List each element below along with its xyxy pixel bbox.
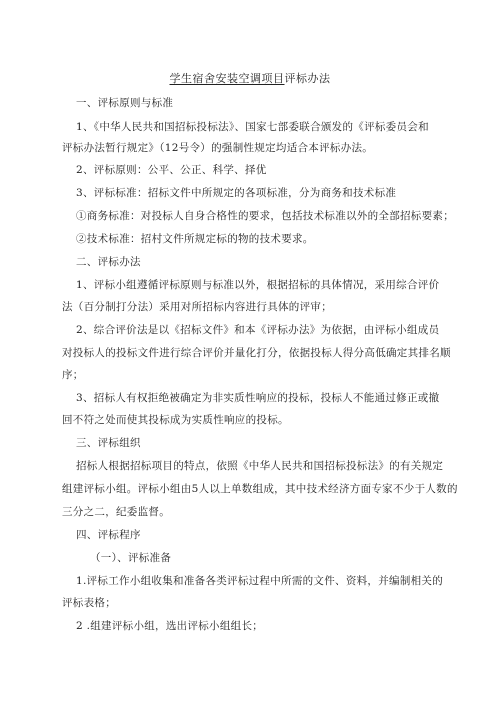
paragraph-line: 2、综合评价法是以《招标文件》和本《评标办法》为依据，由评标小组成员 bbox=[76, 324, 440, 336]
paragraph-line: 评标办法暂行规定》（12号令）的强制性规定均适合本评标办法。 bbox=[62, 142, 374, 154]
paragraph-line: 评标表格； bbox=[62, 597, 116, 609]
paragraph-line: 招标人根据招标项目的特点，依照《中华人民共和国招标投标法》的有关规定 bbox=[76, 460, 444, 472]
title-suffix: 评标办法 bbox=[284, 72, 331, 85]
section-heading-1: 一、评标原则与标准 bbox=[76, 97, 174, 109]
paragraph-line: 2、评标原则：公平、公正、科学、择优 bbox=[76, 164, 267, 176]
paragraph-line: 1.评标工作小组收集和准备各类评标过程中所需的文件、资料，并编制相关的 bbox=[76, 575, 444, 587]
paragraph-line: 对投标人的投标文件进行综合评价并量化打分，依据投标人得分高低确定其排名顺 bbox=[62, 347, 451, 359]
title-project-name: 学生宿舍安装空调项目 bbox=[169, 72, 285, 85]
paragraph-line: 3、招标人有权拒绝被确定为非实质性响应的投标，投标人不能通过修正或撤 bbox=[76, 392, 440, 404]
page-title bbox=[0, 70, 500, 86]
paragraph-line: 回不符之处而使其投标成为实质性响应的投标。 bbox=[62, 414, 289, 426]
paragraph-line: ②技术标准：招村文件所规定标的物的技术要求。 bbox=[76, 233, 314, 245]
section-heading-3: 三、评标组织 bbox=[76, 437, 141, 449]
paragraph-line: 组建评标小组。评标小组由5人以上单数组成，其中技术经济方面专家不少于人数的 bbox=[62, 483, 458, 495]
paragraph-line: 1、评标小组遵循评标原则与标准以外，根据招标的具体情况，采用综合评价 bbox=[76, 279, 440, 291]
paragraph-line: 1、《中华人民共和国招标投标法》、国家七部委联合颁发的《评标委员会和 bbox=[76, 121, 429, 133]
section-heading-4: 四、评标程序 bbox=[76, 529, 141, 541]
section-heading-2: 二、评标办法 bbox=[76, 256, 141, 268]
paragraph-line: ①商务标准：对投标人自身合格性的要求，包括技术标准以外的全部招标要素； bbox=[76, 210, 454, 222]
paragraph-line: 三分之二，纪委监督。 bbox=[62, 506, 170, 518]
subsection-heading: （一）、评标准备 bbox=[90, 552, 172, 564]
paragraph-line: 法（百分制打分法）采用对所招标内容进行具体的评审； bbox=[62, 301, 332, 313]
paragraph-line: 3、评标标准：招标文件中所规定的各项标准，分为商务和技术标准 bbox=[76, 187, 397, 199]
paragraph-line: 序； bbox=[62, 369, 84, 381]
paragraph-line: 2 .组建评标小组，选出评标小组组长； bbox=[76, 620, 264, 632]
